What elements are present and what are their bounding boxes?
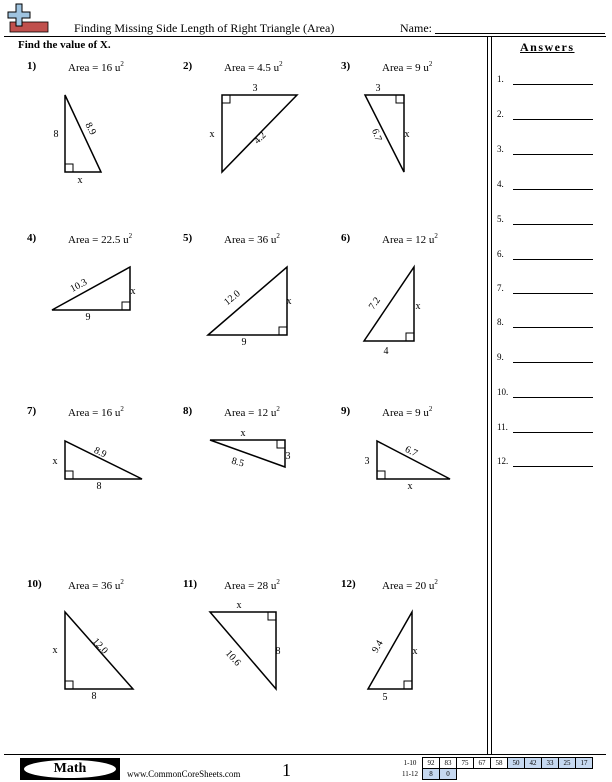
problem-area [68,60,124,74]
score-cell: 8 [423,769,440,780]
area-text: Area = 12 u [224,407,277,419]
side-label: 4.2 [251,129,269,147]
name-label: Name: [400,21,432,35]
problem-number: 1) [27,60,37,72]
problem-number: 8) [183,405,193,417]
side-label: x [404,129,410,140]
score-cell: 67 [474,758,491,769]
header-rule [4,36,606,37]
score-cell: 83 [440,758,457,769]
score-cell: 58 [491,758,508,769]
triangle-shape [365,95,404,172]
area-exponent: 2 [120,60,124,68]
right-angle-marker [396,95,404,103]
score-table [398,757,593,780]
score-row1-label: 1-10 [403,759,417,767]
footer-url: www.CommonCoreSheets.com [127,769,241,779]
triangle-1 [54,95,102,186]
triangle-10 [53,612,134,702]
problem-area [224,232,280,246]
answer-number: 3. [497,144,504,154]
side-label: 10.3 [68,276,90,295]
triangle-2 [210,83,298,172]
problem-number: 7) [27,405,37,417]
triangle-shape [65,95,101,172]
instructions: Find the value of X. [18,39,111,51]
triangle-shape [208,267,287,335]
answer-number: 8. [497,317,504,327]
score-cell: 92 [423,758,440,769]
side-label: x [407,481,413,492]
answer-line-8[interactable] [513,327,593,328]
side-label: 9 [85,312,91,323]
problem-number: 2) [183,60,193,72]
score-cell: 25 [559,758,576,769]
side-label: 8.9 [92,445,109,461]
right-angle-marker [277,440,285,448]
right-angle-marker [65,681,73,689]
area-text: Area = 12 u [382,234,435,246]
side-label: 8 [275,646,281,657]
side-label: 8 [96,481,102,492]
answer-number: 12. [497,456,509,466]
triangle-shape [65,612,133,689]
problem-area [382,405,432,419]
right-angle-marker [222,95,230,103]
answer-number: 2. [497,109,504,119]
problem-number: 5) [183,232,193,244]
triangle-shape [210,440,285,467]
problem-number: 4) [27,232,37,244]
triangle-shape [65,441,142,479]
problem-number: 12) [341,578,356,590]
triangle-9 [365,441,451,492]
side-label: x [130,286,136,297]
area-exponent: 2 [120,578,124,586]
side-label: x [209,129,215,140]
area-text: Area = 36 u [68,580,121,592]
side-label: 4 [383,346,389,357]
triangle-shape [368,612,412,689]
side-label: 8 [91,691,97,702]
area-text: Area = 16 u [68,407,121,419]
side-label: 8.9 [82,120,98,137]
side-label: 8 [53,129,59,140]
problem-area [224,578,280,592]
answer-line-12[interactable] [513,466,593,467]
side-label: x [412,646,418,657]
triangle-12 [368,612,418,703]
answer-number: 7. [497,283,504,293]
answer-number: 4. [497,179,504,189]
area-text: Area = 4.5 u [224,62,280,74]
side-label: x [286,296,292,307]
area-text: Area = 16 u [68,62,121,74]
area-exponent: 2 [276,578,280,586]
problem-area [68,405,124,419]
answer-line-5[interactable] [513,224,593,225]
side-label: 12.0 [89,636,110,657]
side-label: x [52,645,58,656]
answers-divider-2 [491,36,492,754]
right-angle-marker [406,333,414,341]
problem-number: 3) [341,60,351,72]
area-text: Area = 28 u [224,580,277,592]
triangle-4 [52,267,136,323]
right-angle-marker [377,471,385,479]
side-label: x [52,456,58,467]
name-line [435,33,605,34]
answer-line-3[interactable] [513,154,593,155]
area-exponent: 2 [428,60,433,68]
score-cell: 75 [457,758,474,769]
triangle-shape [364,267,414,341]
triangle-3 [365,83,410,172]
problem-number: 10) [27,578,42,590]
footer-rule [4,754,606,755]
problem-area [68,232,132,246]
score-cell: 0 [440,769,457,780]
answer-number: 6. [497,249,504,259]
problem-area [224,405,280,419]
side-label: 5 [382,692,388,703]
problem-area [68,578,124,592]
area-text: Area = 9 u [382,407,429,419]
right-angle-marker [404,681,412,689]
triangle-6 [364,267,421,357]
right-angle-marker [122,302,130,310]
side-label: 9 [241,337,247,348]
footer-brand-badge [20,758,120,780]
answer-number: 10. [497,387,509,397]
area-text: Area = 36 u [224,234,277,246]
area-exponent: 2 [128,232,133,240]
answer-number: 11. [497,422,508,432]
triangle-5 [208,267,292,348]
area-text: Area = 20 u [382,580,435,592]
area-exponent: 2 [276,232,280,240]
side-label: 3 [285,451,291,462]
answer-line-1[interactable] [513,84,593,85]
area-exponent: 2 [434,232,438,240]
area-exponent: 2 [120,405,124,413]
problem-number: 6) [341,232,351,244]
score-cell: 42 [525,758,542,769]
answers-heading: Answers [520,40,575,54]
right-angle-marker [279,327,287,335]
problem-number: 11) [183,578,198,590]
problem-number: 9) [341,405,351,417]
side-label: 6.7 [403,444,420,460]
answer-line-10[interactable] [513,397,593,398]
area-text: Area = 22.5 u [68,234,129,246]
score-row2-label: 11-12 [401,770,419,778]
score-cell: 50 [508,758,525,769]
triangle-shape [377,441,450,479]
side-label: 3 [364,456,370,467]
side-label: x [415,301,421,312]
problem-area [382,578,438,592]
area-exponent: 2 [279,60,283,68]
triangle-shape [52,267,130,310]
area-text: Area = 9 u [382,62,429,74]
triangle-shape [222,95,297,172]
answer-line-11[interactable] [513,432,593,433]
side-label: 9.4 [369,638,386,655]
right-angle-marker [268,612,276,620]
answer-line-2[interactable] [513,119,593,120]
triangle-shape [210,612,276,689]
score-cell: 33 [542,758,559,769]
answer-line-6[interactable] [513,259,593,260]
area-exponent: 2 [428,405,433,413]
side-label: 7.2 [366,295,383,312]
side-label: 8.5 [230,455,246,470]
logo-icon [4,2,52,36]
right-angle-marker [65,164,73,172]
triangle-7 [53,441,143,492]
answers-divider-1 [487,36,488,754]
answer-line-4[interactable] [513,189,593,190]
answer-number: 1. [497,74,504,84]
problem-area [382,60,432,74]
side-label: 3 [252,83,258,94]
triangle-11 [210,600,281,689]
answer-number: 5. [497,214,504,224]
problem-area [382,232,438,246]
answer-line-7[interactable] [513,293,593,294]
side-label: 6.7 [369,127,384,143]
worksheet-title: Finding Missing Side Length of Right Triangle (Area) [74,21,335,35]
side-label: x [236,600,242,611]
footer-brand: Math [24,760,116,778]
side-label: 10.6 [222,648,243,669]
side-label: x [77,175,83,186]
score-cell: 17 [576,758,593,769]
side-label: 3 [375,83,381,94]
area-exponent: 2 [276,405,280,413]
side-label: 12.0 [222,288,243,308]
problem-area [224,60,283,74]
triangle-8 [210,428,291,470]
area-exponent: 2 [434,578,438,586]
side-label: x [240,428,246,439]
page-number: 1 [282,760,291,780]
answer-number: 9. [497,352,504,362]
answer-line-9[interactable] [513,362,593,363]
right-angle-marker [65,471,73,479]
